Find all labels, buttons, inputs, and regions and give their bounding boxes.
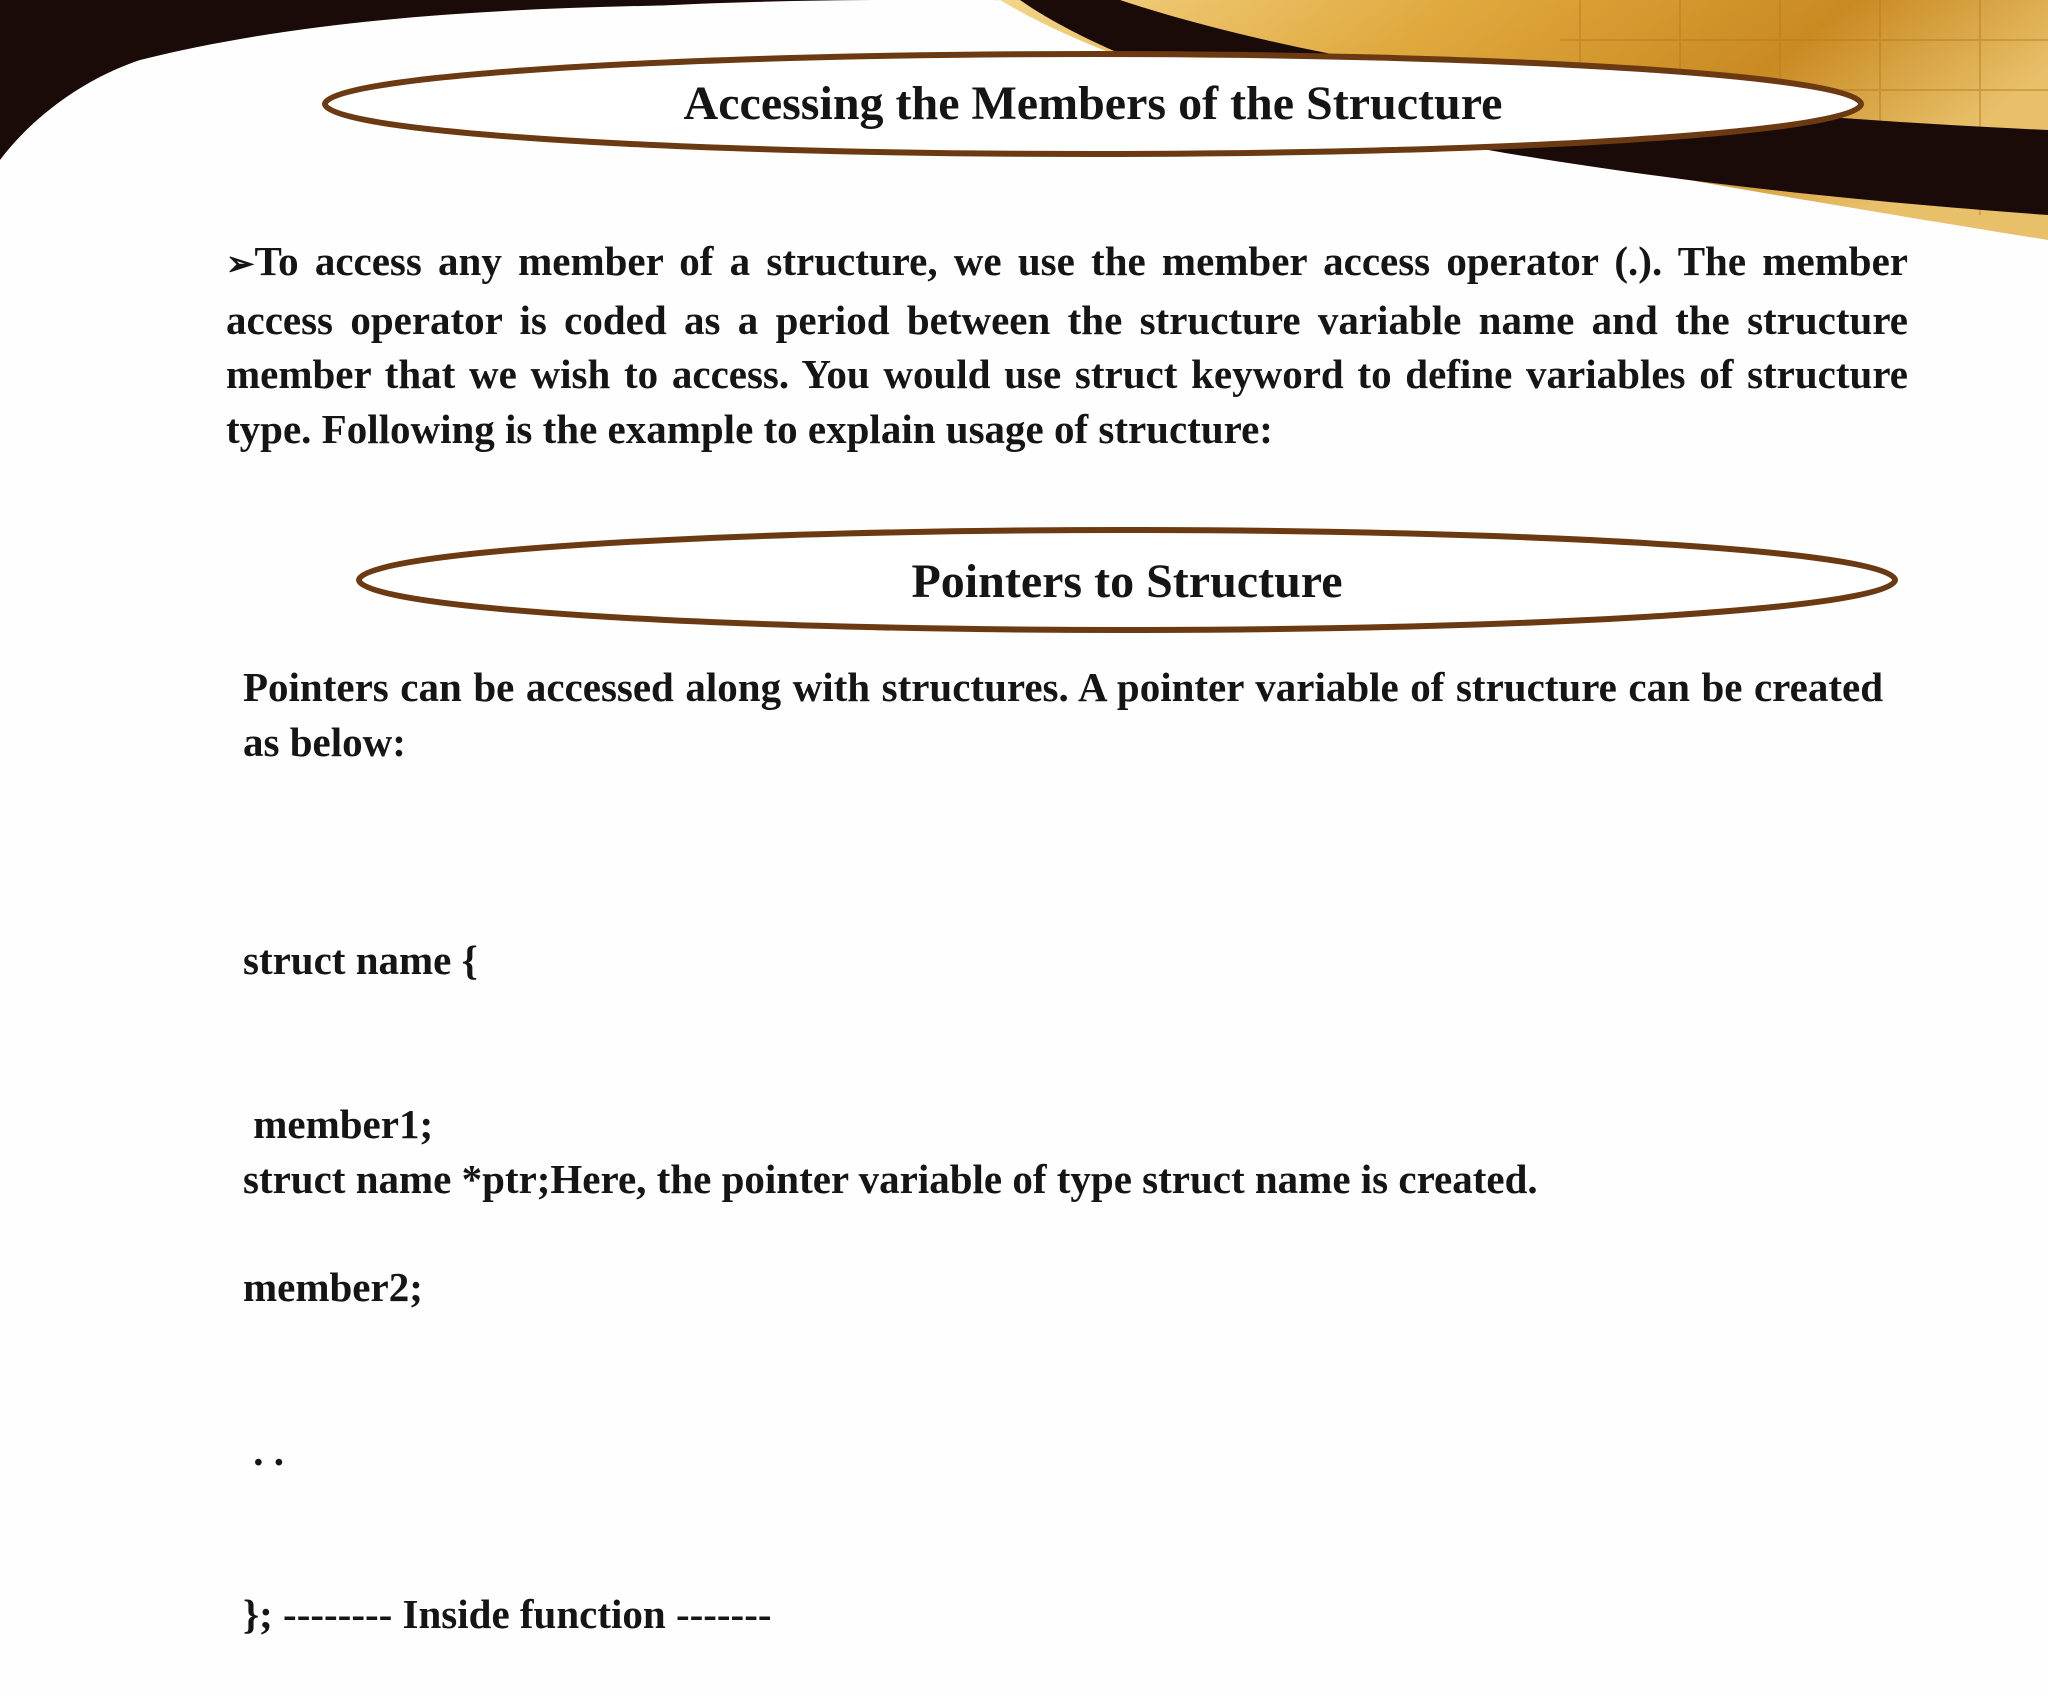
code-line: member1; (243, 1100, 434, 1147)
section-title-accessing-members: Accessing the Members of the Structure (683, 77, 1503, 130)
code-line: }; -------- Inside function ------- (243, 1591, 772, 1637)
paragraph-member-access (226, 234, 1908, 456)
code-example (243, 824, 772, 1696)
code-line: . . (243, 1427, 284, 1474)
paragraph-member-access-text: To access any member of a structure, we use the member access operator (.). The member access operator is coded as a period between the structure variable name and the structure member that we wish to access. You would use struct keyword to define variables of structure type. Following is the example to explain usage of structure: (226, 238, 1908, 452)
pointer-declaration-line: struct name *ptr;Here, the pointer variable of type struct name is created. (243, 1156, 1538, 1202)
code-line: struct name { (243, 937, 478, 983)
bullet-arrow-icon: ➢ (226, 246, 255, 283)
paragraph-pointers: Pointers can be accessed along with structures. A pointer variable of structure can be created as below: (243, 664, 1883, 765)
section-title-pointers-to-structure: Pointers to Structure (911, 555, 1343, 608)
code-line: member2; (243, 1264, 423, 1310)
